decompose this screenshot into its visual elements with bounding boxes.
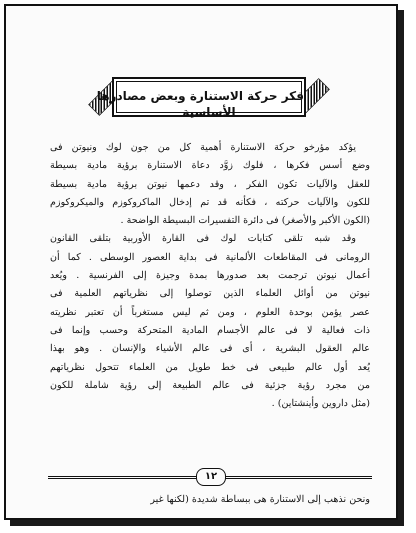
book-page bbox=[4, 4, 398, 520]
page-number: ١٢ bbox=[196, 468, 226, 486]
text-line: الرومانى فى المقاطعات الألمانية فى بداية العصور الوسطى . كما أن bbox=[50, 251, 370, 263]
text-line: يؤكد مؤرخو حركة الاستنارة أهمية كل من جون لوك ونيوتن فى bbox=[50, 142, 356, 153]
chapter-title-ornament bbox=[94, 71, 324, 123]
text-line: وضع أسس فكرها ، فلوك زوَّد دعاة الاستنارة برؤية مادية بسيطة bbox=[50, 160, 370, 172]
chapter-title-box bbox=[96, 77, 306, 119]
text-line: (الكون الأكبر والأصغر) فى دائرة التفسيرات البسيطة الواضحة . bbox=[120, 215, 370, 227]
text-line: للكون والآليات حركته ، فكأنه قد تم إدخال الماكروكوزم والميكروكوزم bbox=[50, 196, 370, 208]
text-line: من مجرد رؤية جزئية فى عالم الطبيعة إلى رؤية شاملة للكون bbox=[50, 379, 370, 391]
body-text bbox=[50, 139, 370, 413]
text-line: نيوتن من أوائل العلماء الذين توصلوا إلى نظرياتهم العلمية فى bbox=[50, 288, 370, 300]
text-line: عصر يؤمن بوحدة العلوم ، ومن ثم ليس مستغرباً أن تعتبر نظريته bbox=[50, 306, 370, 318]
text-line: عالم العقول البشرية ، أى فى عالم الأشياء والإنسان . وهو بهذا bbox=[50, 343, 370, 355]
text-line: للعقل والآليات تكون الفكر ، وقد دعمها نيوتن برؤية مادية بسيطة bbox=[50, 178, 370, 190]
text-line: وقد شبه تلقى كتابات لوك فى القارة الأوربية بتلقى القانون bbox=[50, 233, 356, 245]
text-line: أعمال نيوتن ترجمت بعد صدورها بمدة وجيزة إلى الفرنسية . ويُعد bbox=[50, 270, 370, 282]
text-line: يُعد أول عالم طبيعى فى خط طويل من العلماء تتحول نظرياتهم bbox=[50, 361, 370, 373]
chapter-title-line-1: فكر حركة الاستنارة وبعض مصادرها bbox=[96, 89, 304, 103]
chapter-title-line-2: الأساسية bbox=[182, 105, 236, 119]
text-line-continuation: ونحن نذهب إلى الاستنارة هى ببساطة شديدة (لكنها غير bbox=[150, 494, 370, 505]
text-line: (مثل داروين وأينشتاين) . bbox=[271, 398, 370, 410]
text-line: ذات فعالية لا فى عالم الأجسام المادية المتحركة وحسب وإنما فى bbox=[50, 324, 370, 336]
